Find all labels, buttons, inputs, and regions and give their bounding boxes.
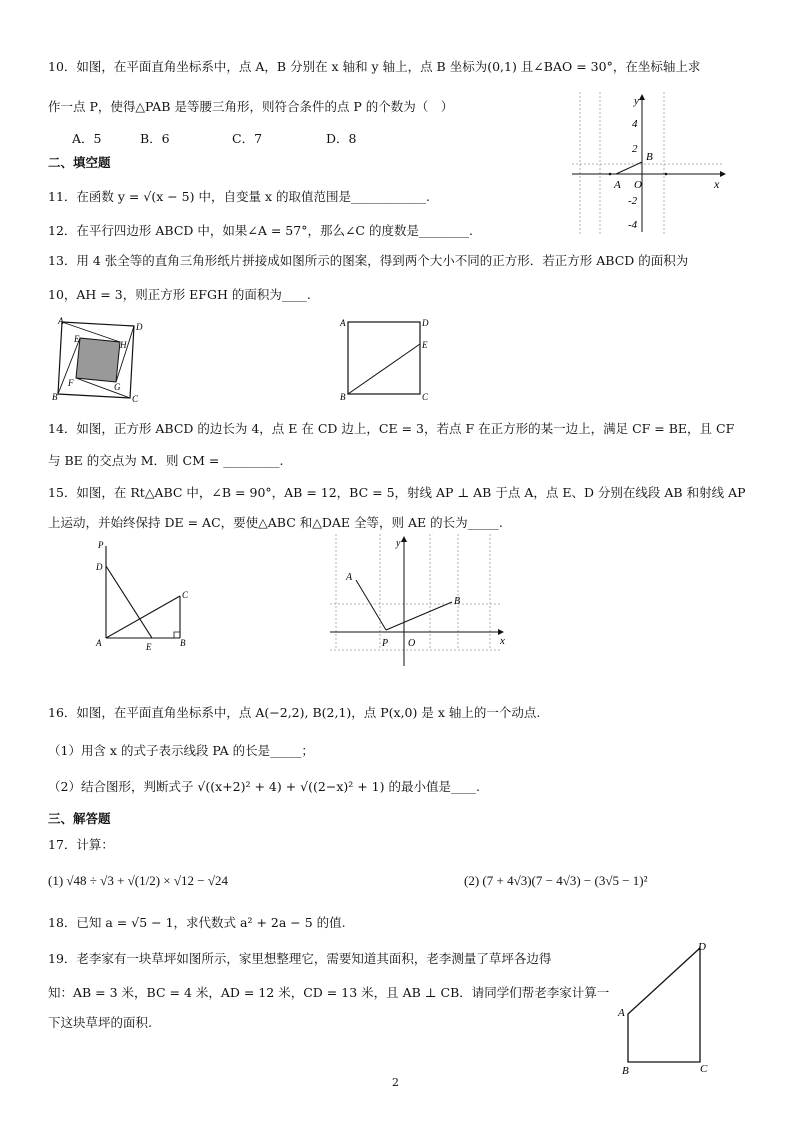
q15-segment-de (106, 566, 152, 638)
q15-f1-label-e: E (146, 642, 152, 652)
arrow-icon (720, 171, 726, 177)
q13-f2-label-e: E (422, 340, 428, 350)
q15-segment-ap (356, 580, 386, 630)
q15-figure-2 (330, 534, 510, 670)
q13-f1-label-b: B (52, 392, 58, 402)
q19-line2: 知：AB = 3 米，BC = 4 米，AD = 12 米，CD = 13 米，且 AB ⊥ CB．请同学们帮老李家计算一 (48, 985, 610, 1000)
q11: 11．在函数 y = √(x − 5) 中，自变量 x 的取值范围是____________. (48, 189, 430, 204)
q15-figure-1 (92, 536, 202, 656)
q15-line1: 15．如图，在 Rt△ABC 中，∠B = 90°，AB = 12，BC = 5，射线 AP ⊥ AB 于点 A，点 E、D 分别在线段 AB 和射线 AP (48, 485, 746, 500)
arrow-icon (639, 94, 645, 100)
page-number: 2 (392, 1076, 399, 1089)
q13-line2: 10，AH = 3，则正方形 EFGH 的面积为____. (48, 287, 311, 302)
q13-square (348, 322, 420, 394)
q13-f1-label-f: F (68, 378, 74, 388)
q10-y-label: y (634, 95, 639, 107)
q19-line3: 下这块草坪的面积. (48, 1015, 152, 1030)
q13-f2-label-b: B (340, 392, 346, 402)
section-3-heading: 三、解答题 (48, 811, 111, 826)
q15-f2-label-p: P (382, 638, 389, 649)
q12: 12．在平行四边形 ABCD 中，如果∠A = 57°，那么∠C 的度数是________. (48, 223, 473, 238)
q13-square-efgh (76, 338, 120, 382)
q19-figure (614, 934, 724, 1080)
q10-point (609, 173, 612, 176)
q14-line1: 14．如图，正方形 ABCD 的边长为 4，点 E 在 CD 边上，CE = 3，若点 F 在正方形的某一边上，满足 CF = BE，且 CF (48, 421, 735, 436)
q10-option-c: C．7 (232, 131, 263, 146)
arrow-icon (401, 536, 407, 542)
q13-figure-1 (50, 316, 146, 404)
section-2-heading: 二、填空题 (48, 155, 111, 170)
q13-f1-label-h: H (120, 340, 127, 350)
q17-title: 17．计算： (48, 837, 114, 852)
q13-f2-label-d: D (422, 318, 429, 328)
q15-f2-label-o: O (408, 638, 416, 649)
q16-sub2: （2）结合图形，判断式子 √((x+2)² + 4) + √((2−x)² + 1) 的最小值是____. (48, 779, 480, 794)
q15-f1-label-d: D (96, 562, 103, 572)
q19-label-b: B (622, 1065, 629, 1077)
q16-sub1: （1）用含 x 的式子表示线段 PA 的长是_____； (48, 743, 314, 758)
q15-f2-label-a: A (346, 572, 353, 583)
q14-line2: 与 BE 的交点为 M．则 CM = _________. (48, 453, 284, 468)
q15-x-label: x (500, 635, 505, 647)
q17-part1: (1) √48 ÷ √3 + √(1/2) × √12 − √24 (48, 873, 228, 888)
q16-line1: 16．如图，在平面直角坐标系中，点 A(−2,2), B(2,1)，点 P(x,0) 是 x 轴上的一个动点. (48, 705, 541, 720)
q18: 18．已知 a = √5 − 1，求代数式 a² + 2a − 5 的值. (48, 915, 346, 930)
q13-f1-label-d: D (136, 322, 143, 332)
q19-label-c: C (700, 1063, 708, 1075)
q15-f1-label-b: B (180, 638, 186, 648)
q10-option-b: B．6 (140, 131, 170, 146)
q15-grid (330, 534, 500, 650)
q17-part2: (2) (7 + 4√3)(7 − 4√3) − (3√5 − 1)² (464, 873, 648, 888)
q10-line2: 作一点 P，使得△PAB 是等腰三角形，则符合条件的点 P 的个数为（ ） (48, 99, 454, 114)
q19-label-d: D (698, 941, 706, 953)
q15-f1-label-a: A (96, 638, 102, 648)
q10-x-label: x (714, 177, 720, 191)
q19-line1: 19．老李家有一块草坪如图所示，家里想整理它，需要知道其面积，老李测量了草坪各边得 (48, 951, 552, 966)
q13-line1: 13．用 4 张全等的直角三角形纸片拼接成如图所示的图案，得到两个大小不同的正方形．若正方形 ABCD 的面积为 (48, 253, 689, 268)
q10-tick-minus4: -4 (628, 219, 638, 231)
q13-f2-label-a: A (340, 318, 346, 328)
q10-line1: 10．如图，在平面直角坐标系中，点 A，B 分别在 x 轴和 y 轴上，点 B 坐标为(0,1) 且∠BAO = 30°，在坐标轴上求 (48, 59, 701, 74)
q10-option-a: A．5 (72, 131, 102, 146)
q13-f2-label-c: C (422, 392, 429, 402)
q13-f1-label-a: A (58, 316, 64, 326)
q15-f2-label-b: B (454, 596, 461, 607)
q10-point (665, 173, 668, 176)
q15-y-label: y (396, 538, 401, 549)
q15-f1-label-c: C (182, 590, 189, 600)
q10-label-o: O (634, 179, 642, 191)
q10-option-d: D．8 (326, 131, 357, 146)
q13-f1-label-e: E (74, 334, 80, 344)
q10-grid (572, 92, 722, 234)
q10-tick-4: 4 (632, 118, 638, 130)
q15-line2: 上运动，并始终保持 DE = AC，要使△ABC 和△DAE 全等，则 AE 的长为_____. (48, 515, 503, 530)
q19-quadrilateral (628, 948, 700, 1062)
q19-label-a: A (618, 1007, 625, 1019)
q10-figure (572, 92, 732, 234)
q13-figure-2 (338, 314, 438, 404)
q10-tick-2: 2 (632, 143, 638, 155)
q15-f1-label-p: P (98, 540, 104, 550)
q13-segment-be (348, 344, 420, 394)
q13-f1-label-g: G (114, 382, 121, 392)
q10-label-b: B (646, 151, 653, 163)
q15-segment-ac (106, 596, 180, 638)
q15-segment-pb (386, 602, 452, 630)
q13-f1-label-c: C (132, 394, 139, 404)
q10-label-a: A (614, 179, 621, 191)
q10-tick-minus2: -2 (628, 195, 638, 207)
